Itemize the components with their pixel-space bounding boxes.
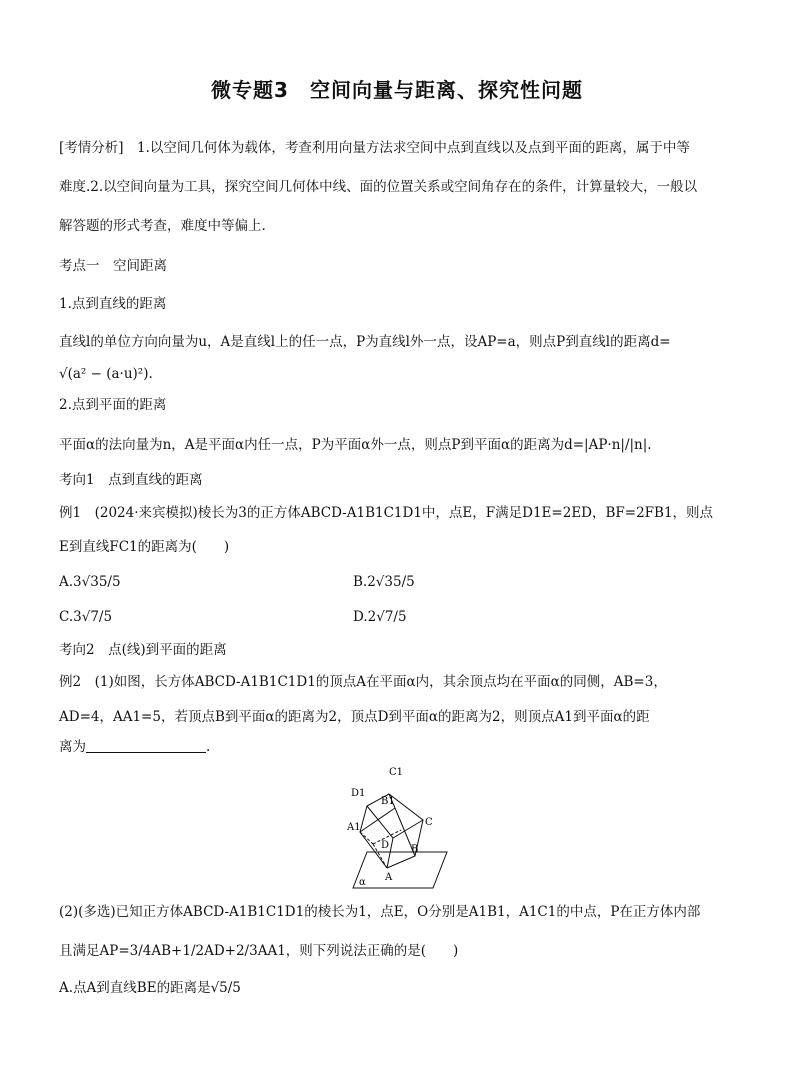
label-c1: C1 (389, 767, 404, 778)
cuboid-diagram (345, 760, 455, 890)
example-1-options-row-2 (59, 607, 739, 627)
label-d1: D1 (351, 788, 366, 799)
point-1-text: 直线l的单位方向向量为u，A是直线l上的任一点，P为直线l外一点，设AP=a，则点P到直线l的距离d= (59, 334, 671, 350)
example-2-part-2-line-2: 且满足AP=3/4AB+1/2AD+2/3AA1，则下列说法正确的是( ) (59, 943, 459, 959)
example-2-line-3: 离为 . (59, 739, 211, 755)
example-2-line-1: 例2 (1)如图，长方体ABCD-A1B1C1D1的顶点A在平面α内，其余顶点均在平面α的同侧，AB=3， (59, 674, 667, 690)
example-1-option-c: C.3√7/5 (59, 609, 113, 625)
label-c: C (425, 817, 433, 828)
section-heading-1: 考点一 空间距离 (59, 258, 167, 274)
answer-blank (86, 738, 206, 753)
example-1-line-1: 例1 (2024·来宾模拟)棱长为3的正方体ABCD-A1B1C1D1中，点E，F满足D1E=2ED，BF=2FB1，则点 (59, 505, 714, 521)
point-1-formula: √(a² − (a·u)²). (59, 366, 153, 382)
label-b1: B1 (381, 796, 395, 807)
example-1-option-a: A.3√35/5 (59, 574, 121, 590)
page-title: 微专题3 空间向量与距离、探究性问题 (211, 78, 583, 102)
example-1-options-row-1 (59, 572, 739, 592)
label-d: D (381, 840, 390, 851)
point-2-heading: 2.点到平面的距离 (59, 397, 167, 413)
example-2-option-a: A.点A到直线BE的距离是√5/5 (59, 980, 241, 996)
intro-line-3: 解答题的形式考查，难度中等偏上. (59, 218, 266, 234)
intro-line-1: [考情分析] 1.以空间几何体为载体，考查利用向量方法求空间中点到直线以及点到平面的距离，属于中等 (59, 140, 690, 156)
point-2-text: 平面α的法向量为n，A是平面α内任一点，P为平面α外一点，则点P到平面α的距离为d=|AP·n|/|n|. (59, 437, 652, 453)
point-1-heading: 1.点到直线的距离 (59, 296, 167, 312)
example-1-line-2: E到直线FC1的距离为( ) (59, 539, 230, 555)
label-b: B (411, 844, 419, 855)
direction-1-heading: 考向1 点到直线的距离 (59, 472, 203, 488)
direction-2-heading: 考向2 点(线)到平面的距离 (59, 642, 227, 658)
example-1-option-d: D.2√7/5 (353, 609, 407, 625)
example-1-option-b: B.2√35/5 (353, 574, 415, 590)
example-2-part-2-line-1: (2)(多选)已知正方体ABCD-A1B1C1D1的棱长为1，点E，O分别是A1B1，A1C1的中点，P在正方体内部 (59, 904, 701, 920)
label-a1: A1 (347, 822, 361, 833)
intro-line-2: 难度.2.以空间向量为工具，探究空间几何体中线、面的位置关系或空间角存在的条件，计算量较大，一般以 (59, 179, 698, 195)
example-2-line-2: AD=4，AA1=5，若顶点B到平面α的距离为2，顶点D到平面α的距离为2，则顶点A1到平面α的距 (59, 709, 650, 725)
label-a: A (385, 872, 393, 883)
label-alpha: α (359, 877, 366, 888)
